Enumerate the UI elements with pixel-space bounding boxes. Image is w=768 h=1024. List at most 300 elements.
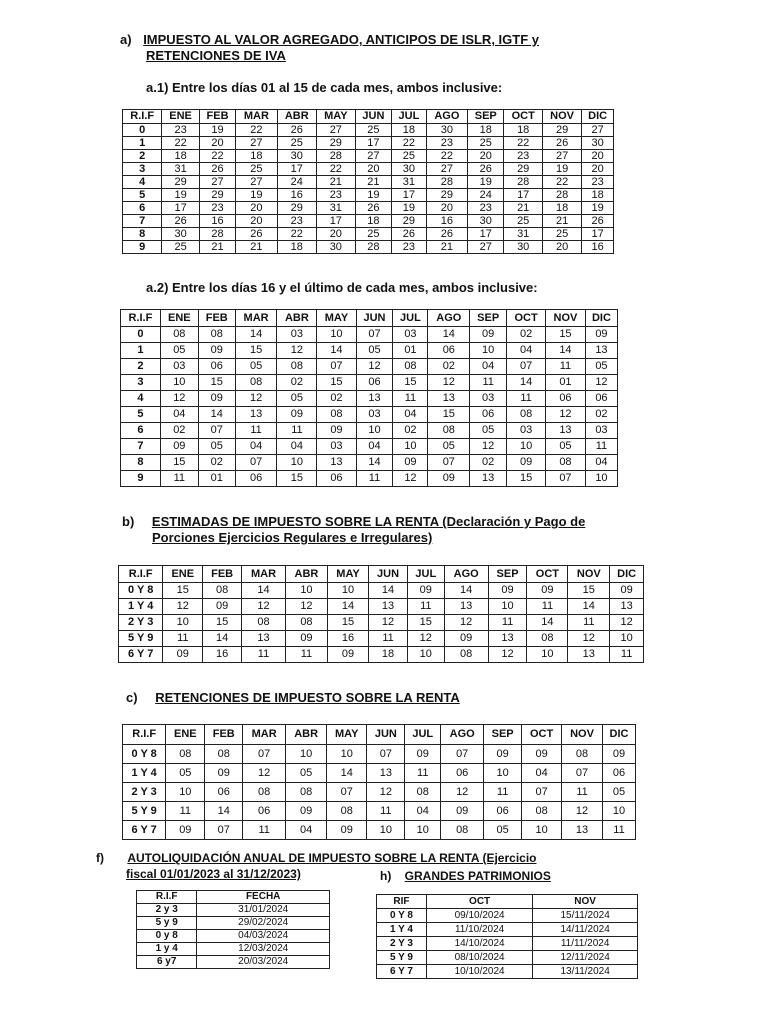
table-cell: 11 — [546, 359, 586, 375]
section-a-heading — [120, 32, 650, 64]
table-cell: 01 — [198, 471, 235, 487]
table-row — [137, 917, 330, 930]
column-header: JUL — [393, 310, 428, 327]
table-cell: 15 — [568, 583, 610, 599]
table-cell: 30 — [277, 150, 316, 163]
table-cell: 08 — [242, 615, 286, 631]
table-cell: 05 — [470, 423, 507, 439]
table-cell: 07 — [317, 359, 356, 375]
table-cell: 21 — [236, 241, 277, 254]
section-f-title-line2: fiscal 01/01/2023 al 31/12/2023) — [126, 867, 301, 881]
table-cell: 22 — [236, 124, 277, 137]
table-cell: 11/10/2024 — [426, 923, 532, 937]
table-cell: 07 — [243, 745, 286, 764]
table-cell: 29 — [542, 124, 581, 137]
column-header: OCT — [507, 310, 546, 327]
table-cell: 25 — [355, 124, 391, 137]
column-header: ENE — [160, 310, 198, 327]
table-cell: 09 — [198, 391, 235, 407]
table-cell: 09 — [441, 802, 484, 821]
table-cell: 14 — [369, 583, 408, 599]
table-cell: 30 — [316, 241, 355, 254]
column-header: JUN — [367, 725, 405, 745]
table-cell: 10 — [160, 375, 198, 391]
table-cell: 13 — [546, 423, 586, 439]
table-cell: 14 — [317, 343, 356, 359]
table-cell: 14 — [203, 631, 242, 647]
table-cell: 10 — [603, 802, 636, 821]
rif-cell: 1 Y 4 — [119, 599, 163, 615]
column-header: JUL — [407, 566, 444, 583]
table-cell: 10 — [166, 783, 205, 802]
column-header: NOV — [546, 310, 586, 327]
table-cell: 23 — [392, 241, 427, 254]
column-header: AGO — [426, 110, 467, 124]
column-header: R.I.F — [137, 891, 197, 904]
section-a-title-line1: IMPUESTO AL VALOR AGREGADO, ANTICIPOS DE ISLR, IGTF y — [143, 32, 539, 47]
table-cell: 05 — [546, 439, 586, 455]
table-cell: 06 — [603, 764, 636, 783]
table-cell: 14 — [356, 455, 393, 471]
table-cell: 24 — [277, 176, 316, 189]
table-cell: 08 — [317, 407, 356, 423]
table-cell: 11 — [243, 821, 286, 840]
table-cell: 11 — [277, 423, 317, 439]
column-header: SEP — [468, 110, 504, 124]
rif-cell: 5 Y 9 — [119, 631, 163, 647]
table-cell: 30 — [504, 241, 542, 254]
rif-cell: 2 — [121, 359, 161, 375]
table-cell: 09 — [405, 745, 441, 764]
table-cell: 25 — [392, 150, 427, 163]
table-cell: 08 — [277, 359, 317, 375]
rif-cell: 1 Y 4 — [377, 923, 427, 937]
table-cell: 23 — [162, 124, 199, 137]
table-cell: 09 — [327, 821, 367, 840]
table-cell: 26 — [426, 228, 467, 241]
table-cell: 09 — [205, 764, 243, 783]
column-header: R.I.F — [121, 310, 161, 327]
table-cell: 08 — [235, 375, 277, 391]
table-cell: 09 — [470, 327, 507, 343]
table-cell: 07 — [367, 745, 405, 764]
rif-cell: 2 y 3 — [137, 904, 197, 917]
table-header-row — [123, 110, 614, 124]
table-cell: 18 — [162, 150, 199, 163]
table-cell: 02 — [277, 375, 317, 391]
rif-cell: 1 Y 4 — [123, 764, 166, 783]
column-header: NOV — [542, 110, 581, 124]
table-row — [377, 965, 638, 979]
table-cell: 10 — [367, 821, 405, 840]
table-cell: 14 — [235, 327, 277, 343]
rif-cell: 1 — [123, 137, 162, 150]
table-cell: 11 — [562, 783, 603, 802]
table-cell: 12 — [407, 631, 444, 647]
column-header: MAR — [235, 310, 277, 327]
table-cell: 26 — [162, 215, 199, 228]
table-cell: 19 — [199, 124, 235, 137]
table-cell: 01 — [546, 375, 586, 391]
table-cell: 19 — [236, 189, 277, 202]
rif-cell: 2 Y 3 — [119, 615, 163, 631]
table-cell: 04 — [286, 821, 327, 840]
table-a1 — [122, 109, 614, 254]
table-cell: 05 — [286, 764, 327, 783]
table-cell: 27 — [236, 137, 277, 150]
table-cell: 13 — [242, 631, 286, 647]
table-cell: 12 — [585, 375, 617, 391]
rif-cell: 8 — [121, 455, 161, 471]
table-cell: 06 — [317, 471, 356, 487]
rif-cell: 2 Y 3 — [377, 937, 427, 951]
rif-cell: 6 y7 — [137, 956, 197, 969]
table-cell: 15 — [163, 583, 203, 599]
table-cell: 21 — [504, 202, 542, 215]
column-header: OCT — [426, 895, 532, 909]
table-cell: 17 — [504, 189, 542, 202]
table-cell: 11 — [369, 631, 408, 647]
rif-cell: 6 — [121, 423, 161, 439]
table-cell: 04 — [277, 439, 317, 455]
table-cell: 28 — [426, 176, 467, 189]
rif-cell: 5 Y 9 — [377, 951, 427, 965]
rif-cell: 5 Y 9 — [123, 802, 166, 821]
table-cell: 14 — [546, 343, 586, 359]
table-cell: 17 — [316, 215, 355, 228]
rif-cell: 7 — [123, 215, 162, 228]
table-cell: 16 — [426, 215, 467, 228]
table-cell: 09 — [428, 471, 470, 487]
table-row — [137, 930, 330, 943]
table-cell: 07 — [522, 783, 562, 802]
table-cell: 05 — [603, 783, 636, 802]
table-cell: 29 — [199, 189, 235, 202]
table-row — [123, 150, 614, 163]
table-cell: 12/11/2024 — [533, 951, 638, 965]
table-cell: 12 — [568, 631, 610, 647]
table-cell: 11 — [356, 471, 393, 487]
rif-cell: 0 Y 8 — [119, 583, 163, 599]
table-row — [123, 241, 614, 254]
table-cell: 06 — [470, 407, 507, 423]
table-cell: 11 — [405, 764, 441, 783]
table-cell: 09 — [166, 821, 205, 840]
table-cell: 10 — [277, 455, 317, 471]
rif-cell: 7 — [121, 439, 161, 455]
section-b-title: ESTIMADAS DE IMPUESTO SOBRE LA RENTA — [151, 514, 439, 529]
table-cell: 26 — [542, 137, 581, 150]
section-f-marker: f) — [96, 851, 104, 865]
rif-cell: 2 Y 3 — [123, 783, 166, 802]
table-cell: 19 — [468, 176, 504, 189]
table-cell: 23 — [468, 202, 504, 215]
table-cell: 10 — [286, 745, 327, 764]
table-cell: 22 — [504, 137, 542, 150]
column-header: SEP — [484, 725, 522, 745]
table-row — [121, 359, 618, 375]
table-cell: 04 — [356, 439, 393, 455]
table-row — [123, 189, 614, 202]
column-header: NOV — [568, 566, 610, 583]
column-header: MAY — [327, 725, 367, 745]
table-cell: 13 — [428, 391, 470, 407]
table-cell: 12 — [242, 599, 286, 615]
rif-cell: 6 Y 7 — [119, 647, 163, 663]
table-cell: 14 — [527, 615, 568, 631]
table-cell: 12 — [393, 471, 428, 487]
column-header: R.I.F — [123, 725, 166, 745]
table-cell: 22 — [426, 150, 467, 163]
table-cell: 07 — [198, 423, 235, 439]
table-cell: 29 — [392, 215, 427, 228]
column-header: JUN — [369, 566, 408, 583]
table-cell: 31 — [316, 202, 355, 215]
table-cell: 13 — [235, 407, 277, 423]
table-cell: 11 — [527, 599, 568, 615]
table-cell: 22 — [162, 137, 199, 150]
table-row — [123, 215, 614, 228]
section-b-title-line2: Porciones Ejercicios Regulares e Irregulares) — [152, 530, 433, 545]
table-cell: 08 — [327, 802, 367, 821]
table-f — [136, 890, 330, 969]
table-cell: 17 — [582, 228, 614, 241]
column-header: FEB — [199, 110, 235, 124]
table-cell: 10 — [327, 745, 367, 764]
table-cell: 07 — [562, 764, 603, 783]
table-cell: 05 — [160, 343, 198, 359]
table-cell: 07 — [235, 455, 277, 471]
rif-cell: 3 — [123, 163, 162, 176]
table-cell: 10 — [610, 631, 644, 647]
table-cell: 11 — [407, 599, 444, 615]
table-cell: 09 — [393, 455, 428, 471]
table-cell: 11 — [235, 423, 277, 439]
table-cell: 18 — [369, 647, 408, 663]
table-cell: 09 — [286, 802, 327, 821]
table-cell: 10 — [407, 647, 444, 663]
table-cell: 03 — [160, 359, 198, 375]
table-cell: 20 — [582, 150, 614, 163]
table-cell: 23 — [277, 215, 316, 228]
table-row — [121, 375, 618, 391]
table-cell: 12 — [235, 391, 277, 407]
rif-cell: 5 y 9 — [137, 917, 197, 930]
table-cell: 14 — [205, 802, 243, 821]
section-c-title: RETENCIONES DE IMPUESTO SOBRE LA RENTA — [155, 690, 460, 705]
table-cell: 27 — [236, 176, 277, 189]
table-cell: 09 — [198, 343, 235, 359]
table-row — [123, 783, 636, 802]
table-cell: 08 — [562, 745, 603, 764]
table-cell: 09 — [327, 647, 368, 663]
table-cell: 27 — [316, 124, 355, 137]
section-c-heading — [126, 690, 460, 706]
table-cell: 04 — [235, 439, 277, 455]
table-cell: 07 — [546, 471, 586, 487]
table-cell: 08 — [444, 647, 488, 663]
table-row — [377, 951, 638, 965]
table-cell: 10 — [488, 599, 527, 615]
column-header: OCT — [522, 725, 562, 745]
column-header: FECHA — [197, 891, 330, 904]
table-cell: 11 — [393, 391, 428, 407]
table-row — [121, 327, 618, 343]
table-cell: 11 — [507, 391, 546, 407]
table-cell: 17 — [355, 137, 391, 150]
table-cell: 12 — [562, 802, 603, 821]
table-cell: 25 — [355, 228, 391, 241]
table-cell: 09 — [160, 439, 198, 455]
table-header-row — [121, 310, 618, 327]
table-cell: 15 — [160, 455, 198, 471]
section-a-marker: a) — [120, 32, 132, 47]
table-cell: 09 — [285, 631, 327, 647]
table-cell: 12 — [243, 764, 286, 783]
column-header: MAR — [242, 566, 286, 583]
table-cell: 28 — [355, 241, 391, 254]
section-h-heading — [380, 868, 551, 884]
table-row — [119, 615, 644, 631]
column-header: MAY — [316, 110, 355, 124]
table-cell: 30 — [426, 124, 467, 137]
table-cell: 08 — [286, 783, 327, 802]
table-cell: 07 — [356, 327, 393, 343]
table-cell: 15 — [546, 327, 586, 343]
table-cell: 09 — [585, 327, 617, 343]
column-header: OCT — [504, 110, 542, 124]
rif-cell: 6 Y 7 — [123, 821, 166, 840]
column-header: R.I.F — [123, 110, 162, 124]
table-cell: 16 — [277, 189, 316, 202]
section-c-marker: c) — [126, 690, 138, 705]
table-cell: 29/02/2024 — [197, 917, 330, 930]
table-cell: 05 — [356, 343, 393, 359]
table-cell: 14 — [327, 599, 368, 615]
table-cell: 11 — [160, 471, 198, 487]
table-cell: 08 — [428, 423, 470, 439]
table-cell: 10 — [317, 327, 356, 343]
table-header-row — [123, 725, 636, 745]
table-row — [121, 407, 618, 423]
table-cell: 26 — [277, 124, 316, 137]
table-cell: 26 — [468, 163, 504, 176]
table-row — [123, 163, 614, 176]
table-cell: 25 — [542, 228, 581, 241]
table-row — [377, 909, 638, 923]
table-cell: 29 — [277, 202, 316, 215]
table-cell: 19 — [355, 189, 391, 202]
table-cell: 08 — [441, 821, 484, 840]
table-cell: 10 — [484, 764, 522, 783]
table-cell: 03 — [585, 423, 617, 439]
table-cell: 21 — [199, 241, 235, 254]
table-cell: 09 — [203, 599, 242, 615]
rif-cell: 0 Y 8 — [377, 909, 427, 923]
table-cell: 06 — [198, 359, 235, 375]
table-cell: 07 — [205, 821, 243, 840]
table-row — [123, 802, 636, 821]
table-cell: 16 — [199, 215, 235, 228]
column-header: R.I.F — [119, 566, 163, 583]
column-header: DIC — [603, 725, 636, 745]
table-cell: 10 — [327, 583, 368, 599]
section-a1-subtitle: a.1) Entre los días 01 al 15 de cada mes, ambos inclusive: — [146, 80, 503, 95]
table-cell: 13 — [444, 599, 488, 615]
table-cell: 15 — [198, 375, 235, 391]
section-b-marker: b) — [122, 514, 135, 529]
table-cell: 08 — [166, 745, 205, 764]
table-cell: 19 — [582, 202, 614, 215]
table-cell: 06 — [243, 802, 286, 821]
table-cell: 05 — [484, 821, 522, 840]
table-cell: 11 — [367, 802, 405, 821]
table-cell: 06 — [428, 343, 470, 359]
table-cell: 12 — [441, 783, 484, 802]
table-row — [123, 202, 614, 215]
section-b-heading — [122, 514, 642, 546]
table-cell: 15 — [317, 375, 356, 391]
table-cell: 13 — [585, 343, 617, 359]
table-cell: 10 — [356, 423, 393, 439]
column-header: SEP — [470, 310, 507, 327]
table-row — [121, 343, 618, 359]
table-cell: 09 — [488, 583, 527, 599]
table-cell: 16 — [327, 631, 368, 647]
table-cell: 06 — [546, 391, 586, 407]
table-cell: 09 — [610, 583, 644, 599]
table-row — [123, 821, 636, 840]
table-cell: 13 — [356, 391, 393, 407]
table-cell: 22 — [316, 163, 355, 176]
column-header: ENE — [163, 566, 203, 583]
table-cell: 24 — [468, 189, 504, 202]
table-cell: 02 — [428, 359, 470, 375]
table-cell: 14 — [198, 407, 235, 423]
column-header: DIC — [610, 566, 644, 583]
table-cell: 02 — [470, 455, 507, 471]
table-cell: 27 — [542, 150, 581, 163]
table-cell: 14 — [507, 375, 546, 391]
table-cell: 18 — [392, 124, 427, 137]
table-cell: 10 — [507, 439, 546, 455]
table-cell: 27 — [355, 150, 391, 163]
table-cell: 22 — [392, 137, 427, 150]
table-cell: 31 — [162, 163, 199, 176]
table-row — [123, 124, 614, 137]
table-cell: 17 — [277, 163, 316, 176]
table-cell: 09 — [277, 407, 317, 423]
table-cell: 20 — [355, 163, 391, 176]
table-cell: 28 — [542, 189, 581, 202]
table-cell: 29 — [504, 163, 542, 176]
table-row — [123, 228, 614, 241]
table-row — [119, 599, 644, 615]
column-header: OCT — [527, 566, 568, 583]
table-cell: 13 — [562, 821, 603, 840]
table-cell: 23 — [316, 189, 355, 202]
table-cell: 09 — [317, 423, 356, 439]
rif-cell: 1 y 4 — [137, 943, 197, 956]
table-cell: 15/11/2024 — [533, 909, 638, 923]
table-cell: 04 — [507, 343, 546, 359]
column-header: ENE — [166, 725, 205, 745]
table-cell: 22 — [199, 150, 235, 163]
table-cell: 06 — [585, 391, 617, 407]
table-cell: 08 — [522, 802, 562, 821]
table-cell: 11 — [470, 375, 507, 391]
table-cell: 20 — [236, 202, 277, 215]
